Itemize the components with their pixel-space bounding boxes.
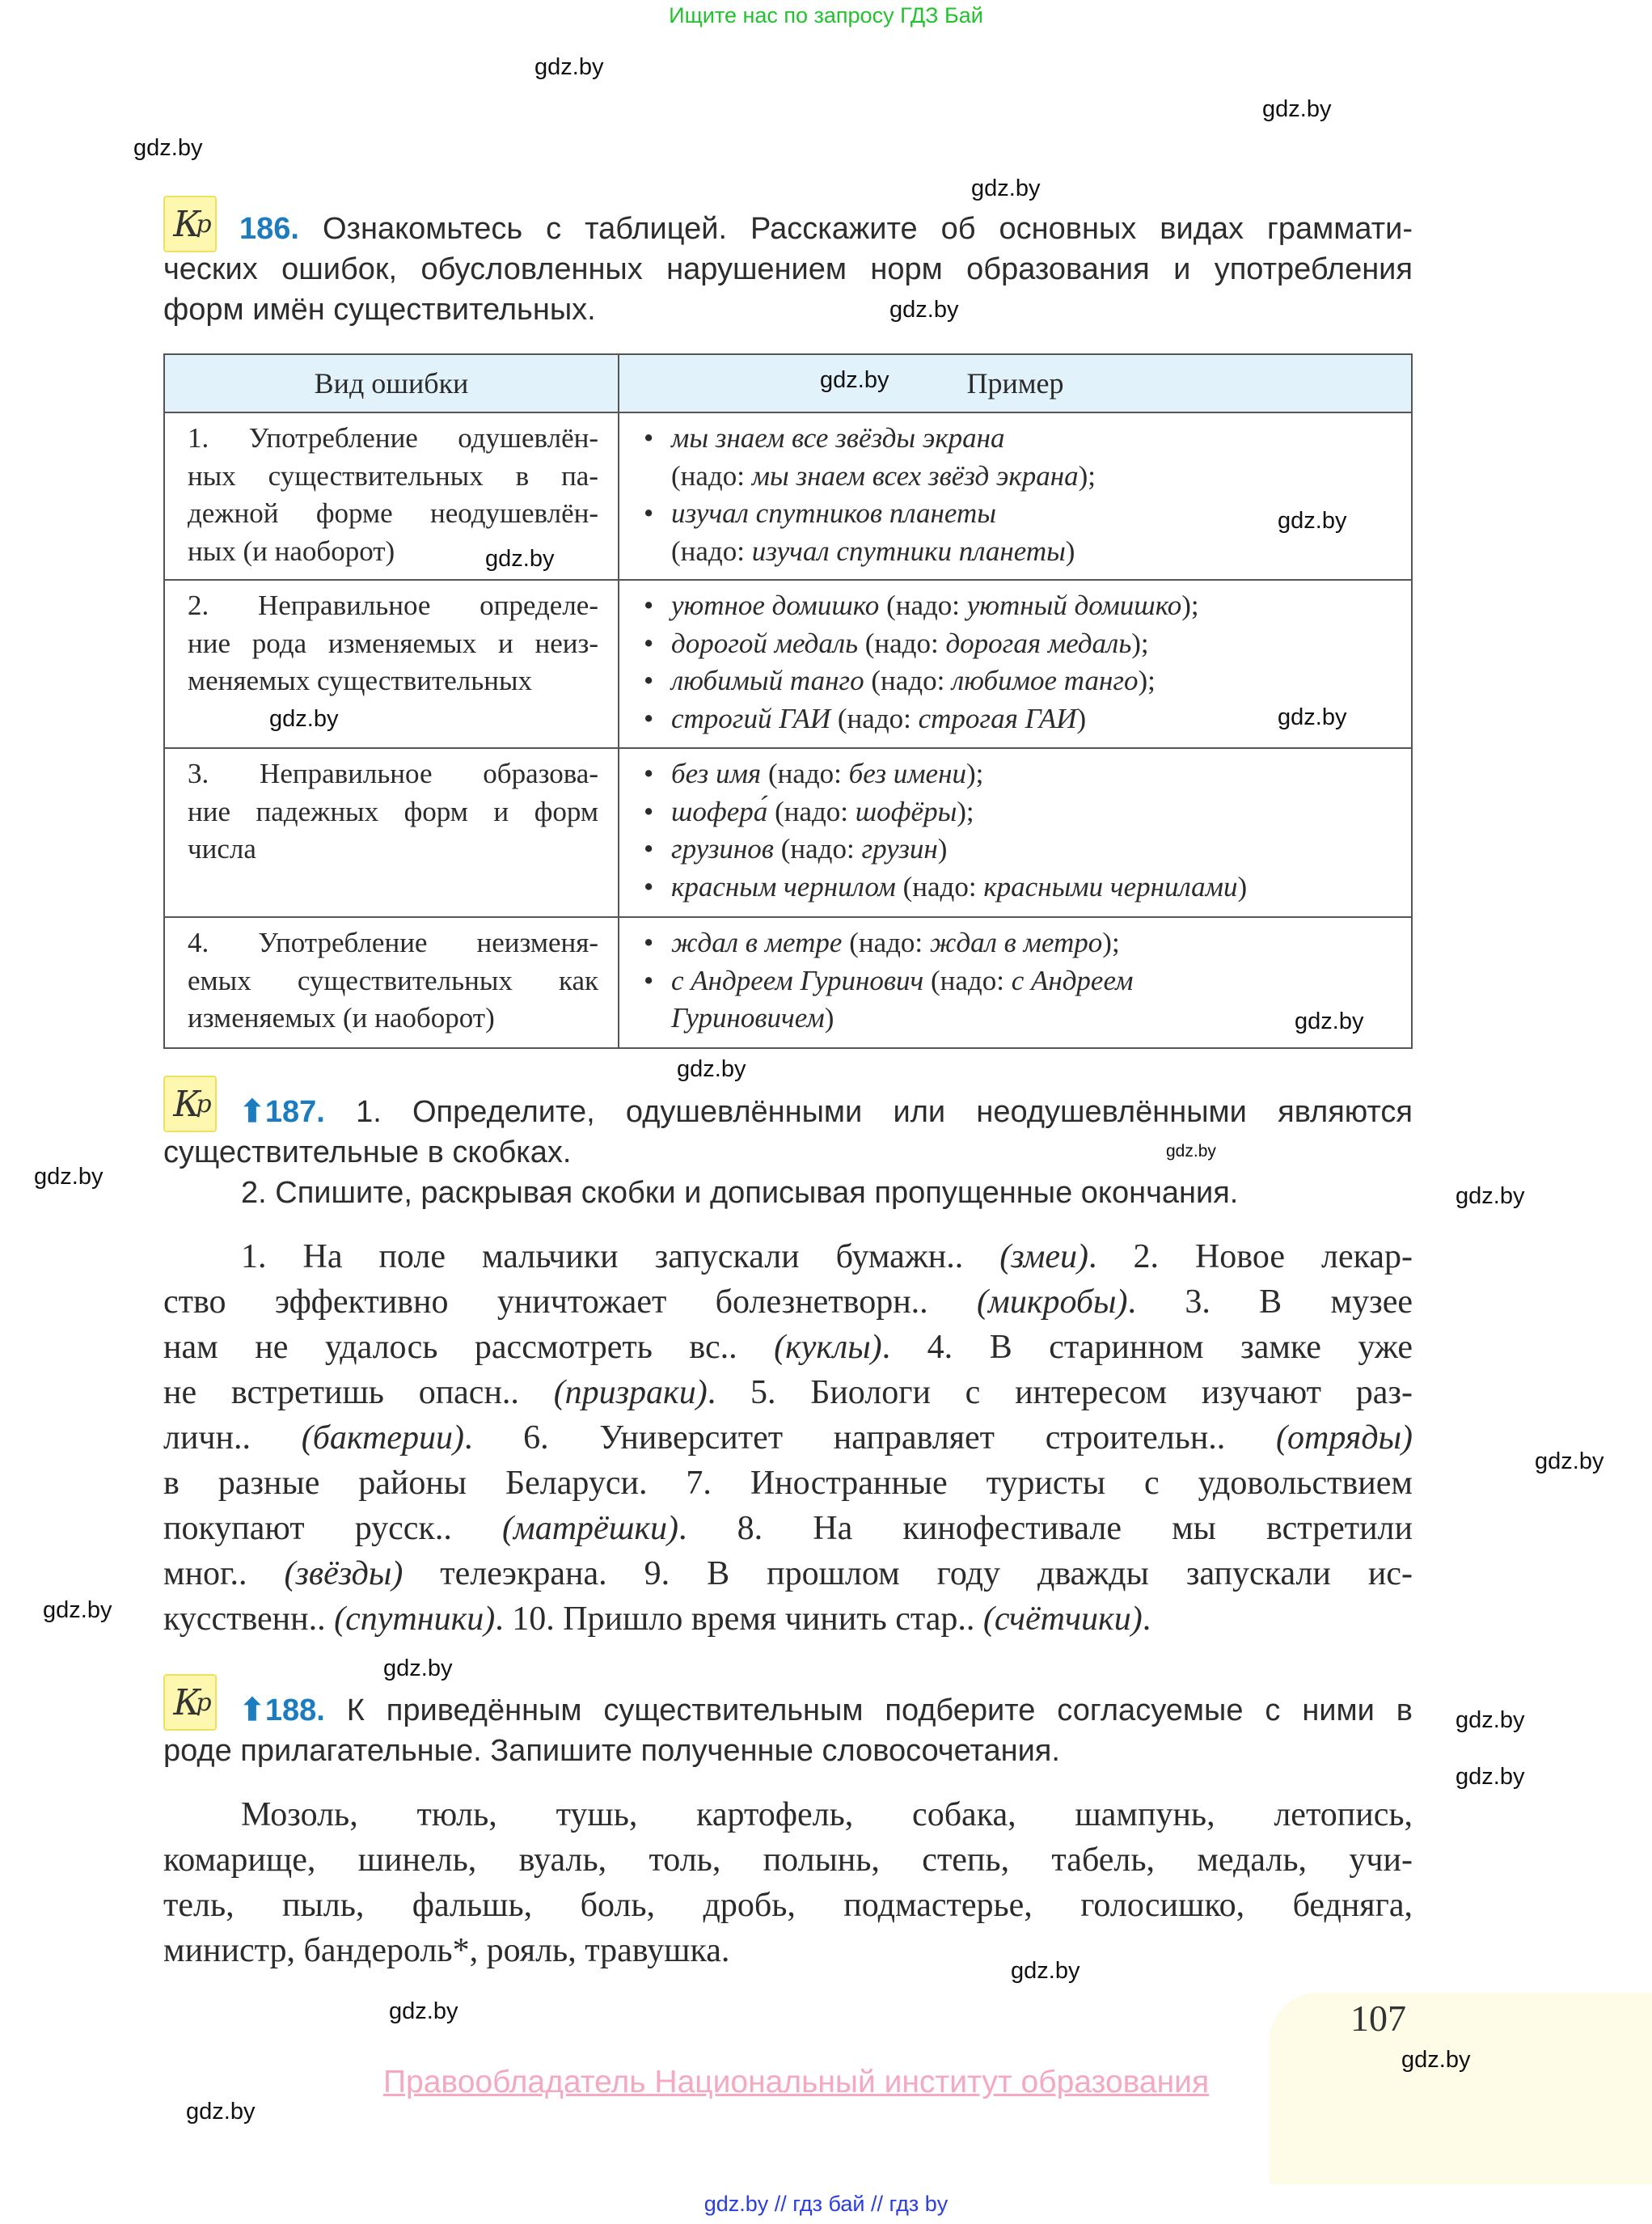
text-segment: министр, бандероль*, рояль, травушка. <box>163 1932 730 1969</box>
watermark: gdz.by <box>1011 1958 1080 1984</box>
italic-text-segment: (микробы) <box>977 1283 1128 1321</box>
text-segment: ); <box>965 758 984 789</box>
watermark: gdz.by <box>1456 1183 1525 1209</box>
text-line <box>163 1596 1413 1642</box>
text-segment: ство эффективно уничтожает болезнетворн.. <box>163 1283 978 1321</box>
text-segment: ); <box>957 795 974 827</box>
text-segment: 1. На поле мальчики запускали бумажн.. <box>241 1238 1000 1275</box>
watermark: gdz.by <box>1166 1142 1216 1161</box>
task-186-instructions <box>163 209 1413 330</box>
italic-text-segment: ждал в метро <box>929 927 1103 958</box>
bullet-icon: • <box>644 927 654 958</box>
italic-text-segment: (спутники) <box>334 1600 496 1638</box>
text-segment: . 4. В старинном замке уже <box>881 1329 1413 1366</box>
text-line <box>163 209 1413 249</box>
text-segment: ческих ошибок, обусловленных нарушением норм образования и употребления <box>163 252 1413 286</box>
error-type-line: 3. Неправильное образова- <box>188 758 598 789</box>
exercise-number: 187. <box>264 1095 325 1129</box>
example-line <box>644 793 1396 831</box>
italic-text-segment: (отряды) <box>1276 1419 1413 1457</box>
text-segment: форм имён существительных. <box>163 293 596 327</box>
text-segment: ); <box>1078 459 1096 492</box>
text-segment: (надо: <box>671 459 752 492</box>
bullet-icon: • <box>644 497 654 529</box>
text-line <box>163 1461 1413 1506</box>
text-segment: . 10. Пришло время чинить стар.. <box>495 1600 983 1638</box>
table-row <box>164 412 1412 580</box>
text-segment: . 2. Новое лекар- <box>1088 1238 1413 1275</box>
watermark: gdz.by <box>133 135 203 161</box>
copyright-holder-link[interactable]: Правообладатель Национальный институт образования <box>383 2065 1210 2099</box>
text-segment: мног.. <box>163 1555 285 1592</box>
text-segment: (надо: <box>842 927 930 958</box>
text-segment: роде прилагательные. Запишите полученные словосочетания. <box>163 1734 1060 1768</box>
italic-text-segment: уютное домишко <box>671 590 880 621</box>
italic-text-segment: мы знаем все звёзды экрана <box>671 422 1005 454</box>
bullet-icon: • <box>644 833 654 865</box>
italic-text-segment: любимое танго <box>952 665 1139 696</box>
kp-badge-icon: К р <box>163 1674 217 1731</box>
words-text <box>163 1792 1413 1973</box>
watermark: gdz.by <box>43 1597 112 1623</box>
example-line <box>644 458 1396 496</box>
text-segment: существительные в скобках. <box>163 1135 572 1169</box>
table-header-row <box>164 354 1412 412</box>
bullet-icon: • <box>644 758 654 789</box>
example-cell <box>619 917 1412 1048</box>
example-line <box>644 533 1396 571</box>
text-segment: тель, пыль, фальшь, боль, дробь, подмастерье, голосишко, бедняга, <box>163 1887 1413 1924</box>
text-line <box>163 1883 1413 1928</box>
text-segment: . 8. На кинофестивале мы встретили <box>678 1510 1413 1547</box>
kp-badge-icon: К р <box>163 1076 217 1132</box>
error-type-line: дежной форме неодушевлён- <box>188 497 598 529</box>
page-number: 107 <box>1350 1998 1406 2039</box>
error-type-line: числа <box>188 833 256 865</box>
task-188-words <box>163 1792 1413 1973</box>
example-line <box>644 587 1396 625</box>
italic-text-segment: (звёзды) <box>284 1555 403 1592</box>
text-segment: (надо: <box>895 870 984 903</box>
italic-text-segment: уютный домишко <box>966 590 1182 621</box>
watermark: gdz.by <box>389 1998 458 2024</box>
italic-text-segment: дорогая медаль <box>945 627 1132 659</box>
search-hint-banner: Ищите нас по запросу ГДЗ Бай <box>669 3 983 27</box>
text-segment: ); <box>1131 627 1149 659</box>
italic-text-segment: с Андреем Гуринович <box>671 964 924 996</box>
task-187-text <box>163 1092 1413 1173</box>
italic-text-segment: любимый танго <box>671 665 864 696</box>
text-segment: ) <box>1237 870 1248 903</box>
italic-text-segment: (призраки) <box>553 1374 708 1411</box>
column-header-error-type: Вид ошибки <box>164 354 619 412</box>
error-type-line: ние падежных форм и форм <box>188 795 598 827</box>
error-type-line: 2. Неправильное определе- <box>188 590 598 621</box>
italic-text-segment: шофёры <box>855 795 957 827</box>
bullet-icon: • <box>644 590 654 621</box>
watermark: gdz.by <box>889 297 959 323</box>
text-segment: ) <box>824 1002 834 1034</box>
watermark: gdz.by <box>1535 1448 1604 1474</box>
text-segment: ) <box>937 833 948 865</box>
text-line <box>163 249 1413 290</box>
text-line <box>163 1132 1413 1173</box>
footer-links[interactable]: gdz.by // гдз бай // гдз by <box>703 2192 949 2216</box>
watermark: gdz.by <box>1278 704 1347 730</box>
bullet-icon: • <box>644 627 654 659</box>
watermark: gdz.by <box>820 367 889 393</box>
text-segment: покупают русск.. <box>163 1510 502 1547</box>
text-segment: (надо: <box>773 833 862 865</box>
error-type-line: ных существительных в па- <box>188 459 598 492</box>
text-segment: в разные районы Беларуси. 7. Иностранные туристы с удовольствием <box>163 1465 1413 1502</box>
task-188-text <box>163 1690 1413 1771</box>
error-type-line: 4. Употребление неизменя- <box>188 927 598 958</box>
italic-text-segment: изучал спутники планеты <box>751 535 1066 567</box>
example-line <box>644 755 1396 793</box>
italic-text-segment: без имя <box>671 758 762 789</box>
bullet-icon: • <box>644 665 654 696</box>
error-type-line: ние рода изменяемых и неиз- <box>188 627 598 659</box>
text-segment: комарище, шинель, вуаль, толь, полынь, степь, табель, медаль, учи- <box>163 1841 1413 1879</box>
task-187-instructions <box>163 1092 1413 1213</box>
text-segment: 1. Определите, одушевлёнными или неодушевлёнными являются <box>324 1095 1413 1129</box>
text-line <box>163 1415 1413 1461</box>
column-header-example: Пример <box>619 354 1412 412</box>
example-line <box>644 962 1396 1000</box>
text-segment: (надо: <box>864 665 953 696</box>
error-type-line: меняемых существительных <box>188 665 532 696</box>
error-type-line: изменяемых (и наоборот) <box>188 1002 495 1034</box>
up-arrow-icon: ⬆ <box>239 1095 265 1129</box>
text-segment: (надо: <box>858 627 946 659</box>
italic-text-segment: (змеи) <box>999 1238 1089 1275</box>
text-segment: (надо: <box>923 964 1012 996</box>
text-line <box>163 1551 1413 1596</box>
task-186-text <box>163 209 1413 330</box>
italic-text-segment: без имени <box>848 758 966 789</box>
text-segment: . <box>1142 1600 1151 1638</box>
text-line <box>163 1837 1413 1883</box>
watermark: gdz.by <box>1456 1764 1525 1790</box>
watermark: gdz.by <box>34 1164 104 1190</box>
page-number-box <box>1270 1993 1652 2184</box>
example-line <box>644 924 1396 962</box>
text-segment: . 3. В музее <box>1127 1283 1413 1321</box>
text-segment: нам не удалось рассмотреть вс.. <box>163 1329 775 1366</box>
text-segment: (надо: <box>767 795 856 827</box>
task-187-step-2: 2. Спишите, раскрывая скобки и дописывая пропущенные окончания. <box>241 1176 1239 1210</box>
text-segment: . 5. Биологи с интересом изучают раз- <box>707 1374 1413 1411</box>
text-segment: ); <box>1138 665 1156 696</box>
italic-text-segment: шофера́ <box>671 795 768 827</box>
text-line <box>163 1690 1413 1731</box>
task-188-instructions <box>163 1690 1413 1771</box>
watermark: gdz.by <box>1456 1707 1525 1733</box>
text-line <box>163 1234 1413 1279</box>
exercise-number: 186. <box>239 212 299 246</box>
italic-text-segment: дорогой медаль <box>671 627 859 659</box>
task-187-exercise <box>163 1234 1413 1642</box>
text-line <box>163 1731 1413 1771</box>
text-segment: ); <box>1102 927 1120 958</box>
text-segment: ); <box>1181 590 1199 621</box>
italic-text-segment: красными чернилами <box>983 870 1238 903</box>
italic-text-segment: (счётчики) <box>982 1600 1143 1638</box>
text-segment: личн.. <box>163 1419 302 1457</box>
exercise-number: 188. <box>264 1693 325 1727</box>
bullet-icon: • <box>644 702 654 734</box>
text-segment: К приведённым существительным подберите согласуемые с ними в <box>324 1693 1413 1727</box>
watermark: gdz.by <box>269 706 339 732</box>
text-line <box>163 1370 1413 1415</box>
watermark: gdz.by <box>1262 96 1332 122</box>
bullet-icon: • <box>644 422 654 454</box>
text-segment: (надо: <box>761 758 849 789</box>
text-segment: телеэкрана. 9. В прошлом году дважды запускали ис- <box>403 1555 1413 1592</box>
italic-text-segment: грузин <box>861 833 938 865</box>
italic-text-segment: изучал спутников планеты <box>671 497 996 529</box>
italic-text-segment: (куклы) <box>774 1329 882 1366</box>
text-segment: Ознакомьтесь с таблицей. Расскажите об основных видах граммати- <box>298 212 1413 246</box>
text-segment: не встретишь опасн.. <box>163 1374 554 1411</box>
bullet-icon: • <box>644 964 654 996</box>
error-type-line: 1. Употребление одушевлён- <box>188 422 598 454</box>
up-arrow-icon: ⬆ <box>239 1693 265 1727</box>
text-segment: ) <box>1065 535 1075 567</box>
text-segment: (надо: <box>671 535 752 567</box>
error-type-line: ных (и наоборот) <box>188 535 395 567</box>
watermark: gdz.by <box>485 546 555 572</box>
italic-text-segment: строгая ГАИ <box>918 702 1077 734</box>
watermark: gdz.by <box>1278 508 1347 534</box>
error-type-cell <box>164 748 619 917</box>
italic-text-segment: (бактерии) <box>301 1419 464 1457</box>
text-line <box>163 290 1413 330</box>
table-row <box>164 748 1412 917</box>
example-line <box>644 625 1396 663</box>
text-segment: (надо: <box>830 702 919 734</box>
italic-text-segment: ждал в метре <box>671 927 843 958</box>
text-line <box>163 1792 1413 1837</box>
text-line <box>163 1506 1413 1551</box>
example-line <box>644 420 1396 458</box>
text-line <box>163 1092 1413 1132</box>
text-line <box>163 1928 1413 1973</box>
italic-text-segment: (матрёшки) <box>501 1510 679 1547</box>
text-segment: . 6. Университет направляет строительн.. <box>463 1419 1277 1457</box>
grammar-errors-table <box>163 353 1413 1049</box>
bullet-icon: • <box>644 870 654 903</box>
exercise-text <box>163 1234 1413 1642</box>
example-cell <box>619 748 1412 917</box>
italic-text-segment: грузинов <box>671 833 774 865</box>
watermark: gdz.by <box>1401 2047 1471 2073</box>
example-line <box>644 869 1396 907</box>
italic-text-segment: строгий ГАИ <box>671 702 831 734</box>
watermark: gdz.by <box>186 2099 256 2125</box>
watermark: gdz.by <box>383 1655 453 1681</box>
watermark: gdz.by <box>971 175 1041 201</box>
error-type-cell <box>164 580 619 748</box>
text-line <box>163 1279 1413 1325</box>
italic-text-segment: красным чернилом <box>671 870 896 903</box>
error-type-line: емых существительных как <box>188 964 598 996</box>
italic-text-segment: Гуриновичем <box>671 1002 825 1034</box>
example-line <box>644 1000 1396 1038</box>
table-row <box>164 917 1412 1048</box>
example-line <box>644 662 1396 700</box>
watermark: gdz.by <box>534 54 604 80</box>
text-segment: ) <box>1076 702 1087 734</box>
watermark: gdz.by <box>1295 1008 1364 1034</box>
watermark: gdz.by <box>677 1056 746 1082</box>
kp-badge-icon: К р <box>163 196 217 252</box>
italic-text-segment: мы знаем всех звёзд экрана <box>751 459 1079 492</box>
table-row <box>164 580 1412 748</box>
text-line <box>163 1325 1413 1370</box>
example-cell <box>619 412 1412 580</box>
text-segment: Мозоль, тюль, тушь, картофель, собака, шампунь, летопись, <box>241 1796 1413 1833</box>
text-segment: кусственн.. <box>163 1600 335 1638</box>
italic-text-segment: с Андреем <box>1011 964 1134 996</box>
example-line <box>644 831 1396 869</box>
error-type-cell <box>164 917 619 1048</box>
bullet-icon: • <box>644 795 654 827</box>
text-segment: (надо: <box>879 590 967 621</box>
